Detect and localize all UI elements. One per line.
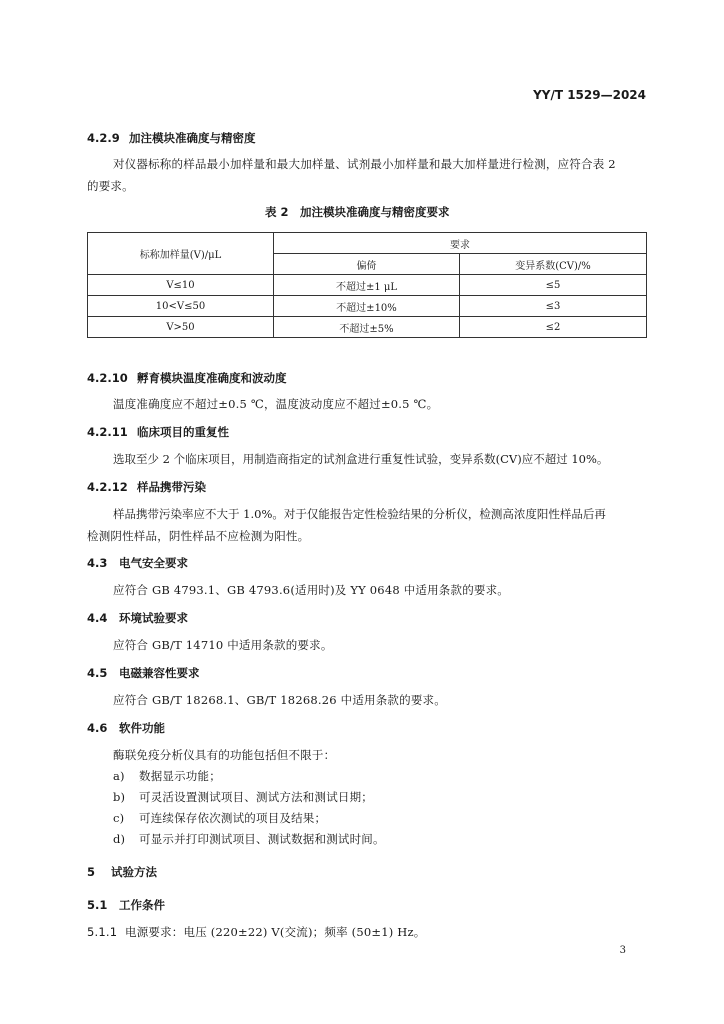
list-marker: c) bbox=[113, 811, 125, 825]
paragraph-4-6-intro: 酶联免疫分析仪具有的功能包括但不限于： bbox=[113, 748, 336, 762]
paragraph-4-2-12-line2: 检测阴性样品，阴性样品不应检测为阳性。 bbox=[87, 529, 310, 543]
heading-title: 加注模块准确度与精密度 bbox=[129, 131, 256, 145]
table-header-row bbox=[88, 233, 647, 254]
list-text: 数据显示功能； bbox=[139, 769, 221, 783]
heading-number: 4.2.12 bbox=[87, 480, 128, 494]
heading-number: 4.5 bbox=[87, 666, 108, 680]
paragraph-4-2-9-line1: 对仪器标称的样品最小加样量和最大加样量、试剂最小加样量和最大加样量进行检测，应符合表 2 bbox=[113, 157, 616, 171]
paragraph-4-2-12-line1: 样品携带污染率应不大于 1.0%。对于仅能报告定性检验结果的分析仪，检测高浓度阳性样品后再 bbox=[113, 507, 606, 521]
heading-4-6 bbox=[87, 720, 165, 736]
header-cv: 变异系数(CV)/% bbox=[460, 254, 647, 275]
table-caption: 表 2 加注模块准确度与精密度要求 bbox=[265, 205, 450, 219]
heading-title: 工作条件 bbox=[119, 898, 166, 912]
cell-nominal: 10<V≤50 bbox=[88, 296, 274, 317]
cell-cv: ≤2 bbox=[460, 317, 647, 338]
paragraph-4-5: 应符合 GB/T 18268.1、GB/T 18268.26 中适用条款的要求。 bbox=[113, 693, 446, 707]
table-row bbox=[88, 275, 647, 296]
heading-4-2-12 bbox=[87, 479, 206, 495]
heading-number: 4.4 bbox=[87, 611, 108, 625]
cell-nominal: V>50 bbox=[88, 317, 274, 338]
heading-4-2-11 bbox=[87, 424, 229, 440]
heading-number: 5.1 bbox=[87, 898, 108, 912]
clause-text: 电源要求：电压 (220±22) V(交流)；频率 (50±1) Hz。 bbox=[125, 925, 426, 939]
cell-cv: ≤3 bbox=[460, 296, 647, 317]
heading-title: 环境试验要求 bbox=[119, 611, 189, 625]
heading-4-2-10 bbox=[87, 370, 287, 386]
paragraph-4-3: 应符合 GB 4793.1、GB 4793.6(适用时)及 YY 0648 中适用条款的要求。 bbox=[113, 583, 510, 597]
heading-title: 试验方法 bbox=[111, 865, 158, 879]
heading-4-4 bbox=[87, 610, 188, 626]
standard-number: YY/T 1529—2024 bbox=[533, 88, 646, 102]
heading-number: 4.2.9 bbox=[87, 131, 120, 145]
heading-4-5 bbox=[87, 665, 200, 681]
paragraph-4-2-9-line2: 的要求。 bbox=[87, 179, 134, 193]
requirements-table bbox=[87, 232, 647, 338]
list-item bbox=[113, 768, 221, 784]
header-nominal-volume: 标称加样量(V)/μL bbox=[88, 233, 274, 275]
list-text: 可显示并打印测试项目、测试数据和测试时间。 bbox=[139, 832, 385, 846]
heading-title: 孵育模块温度准确度和波动度 bbox=[137, 371, 287, 385]
paragraph-4-4: 应符合 GB/T 14710 中适用条款的要求。 bbox=[113, 638, 333, 652]
heading-4-2-9 bbox=[87, 130, 256, 146]
heading-4-3 bbox=[87, 555, 188, 571]
cell-nominal: V≤10 bbox=[88, 275, 274, 296]
page-number: 3 bbox=[619, 945, 626, 956]
list-item bbox=[113, 810, 326, 826]
heading-title: 临床项目的重复性 bbox=[137, 425, 230, 439]
paragraph-4-2-10: 温度准确度应不超过±0.5 ℃，温度波动度应不超过±0.5 ℃。 bbox=[113, 397, 439, 411]
list-marker: b) bbox=[113, 790, 126, 804]
heading-title: 软件功能 bbox=[119, 721, 166, 735]
heading-5 bbox=[87, 864, 157, 880]
table-row bbox=[88, 317, 647, 338]
heading-title: 样品携带污染 bbox=[137, 480, 207, 494]
list-text: 可灵活设置测试项目、测试方法和测试日期； bbox=[139, 790, 373, 804]
header-bias: 偏倚 bbox=[274, 254, 460, 275]
heading-5-1 bbox=[87, 897, 165, 913]
header-requirement: 要求 bbox=[274, 233, 647, 254]
clause-5-1-1 bbox=[87, 924, 425, 940]
cell-bias: 不超过±1 μL bbox=[274, 275, 460, 296]
heading-number: 4.2.10 bbox=[87, 371, 128, 385]
list-marker: a) bbox=[113, 769, 125, 783]
cell-cv: ≤5 bbox=[460, 275, 647, 296]
cell-bias: 不超过±10% bbox=[274, 296, 460, 317]
list-item bbox=[113, 831, 385, 847]
cell-bias: 不超过±5% bbox=[274, 317, 460, 338]
list-marker: d) bbox=[113, 832, 126, 846]
clause-number: 5.1.1 bbox=[87, 925, 118, 939]
heading-title: 电气安全要求 bbox=[119, 556, 189, 570]
paragraph-4-2-11: 选取至少 2 个临床项目，用制造商指定的试剂盒进行重复性试验，变异系数(CV)应不超过 10%。 bbox=[113, 452, 609, 466]
list-item bbox=[113, 789, 373, 805]
heading-title: 电磁兼容性要求 bbox=[119, 666, 200, 680]
heading-number: 4.3 bbox=[87, 556, 108, 570]
heading-number: 4.2.11 bbox=[87, 425, 128, 439]
table-row bbox=[88, 296, 647, 317]
list-text: 可连续保存依次测试的项目及结果； bbox=[139, 811, 327, 825]
heading-number: 4.6 bbox=[87, 721, 108, 735]
heading-number: 5 bbox=[87, 865, 96, 879]
